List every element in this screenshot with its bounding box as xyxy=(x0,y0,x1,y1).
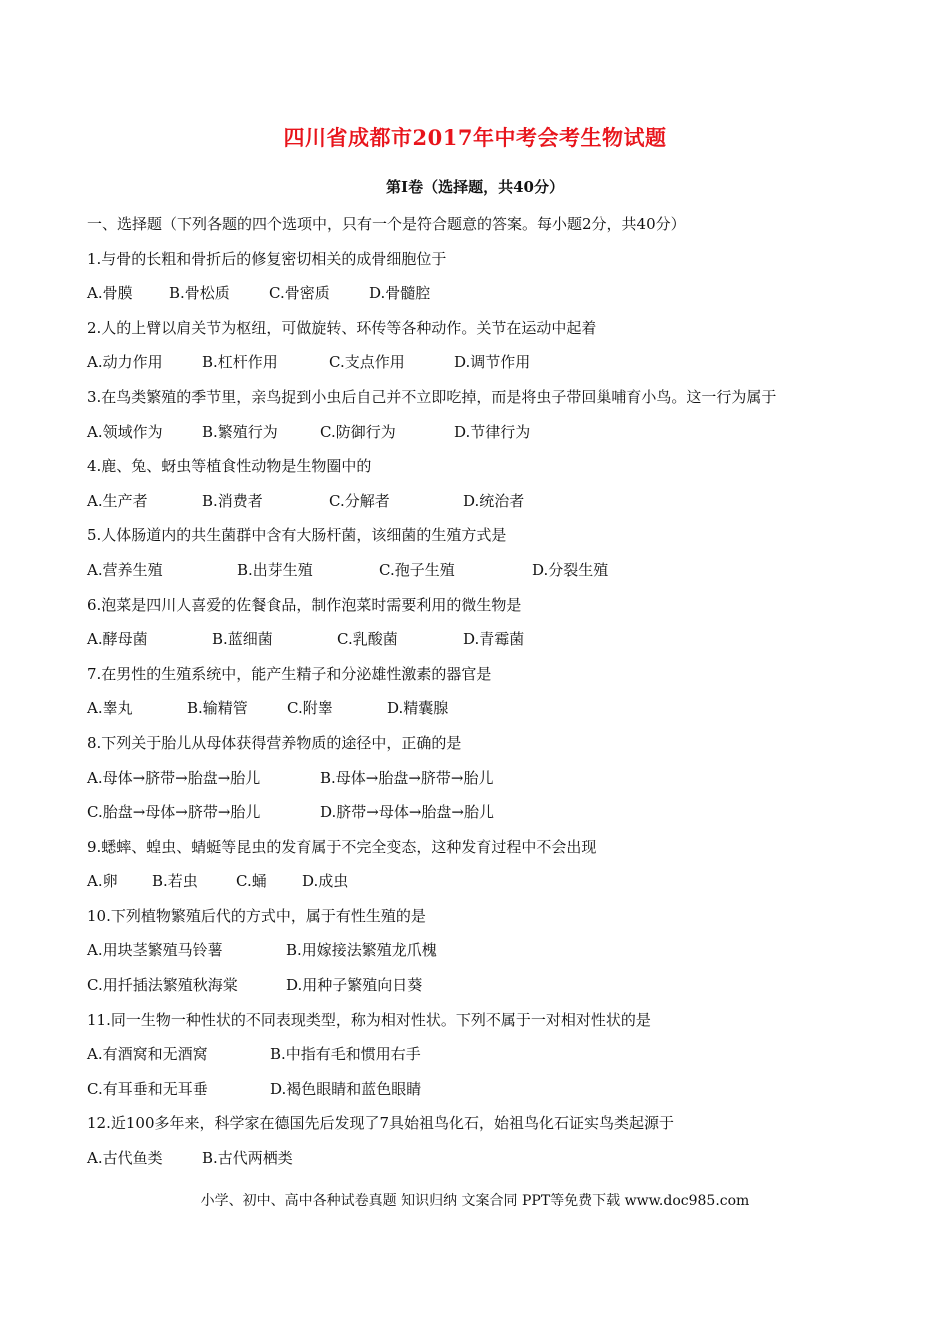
option: D.节律行为 xyxy=(454,422,531,441)
option: C.支点作用 xyxy=(329,353,405,372)
option: B.用嫁接法繁殖龙爪槐 xyxy=(286,941,437,960)
question-stem: 3.在鸟类繁殖的季节里，亲鸟捉到小虫后自己并不立即吃掉，而是将虫子带回巢哺育小鸟。这一行为属于 xyxy=(87,387,777,406)
page-footer: 小学、初中、高中各种试卷真题 知识归纳 文案合同 PPT等免费下载 www.doc985.com xyxy=(200,1193,750,1209)
option-row xyxy=(87,622,887,657)
option-row xyxy=(87,1072,887,1107)
option: C.附睾 xyxy=(287,699,333,718)
option: A.营养生殖 xyxy=(87,560,163,579)
option: B.出芽生殖 xyxy=(237,560,313,579)
option: B.繁殖行为 xyxy=(202,422,278,441)
option: A.卵 xyxy=(87,872,118,891)
question-stem: 8.下列关于胎儿从母体获得营养物质的途径中，正确的是 xyxy=(87,733,462,752)
option: C.防御行为 xyxy=(320,422,396,441)
question-stem: 7.在男性的生殖系统中，能产生精子和分泌雄性激素的器官是 xyxy=(87,664,492,683)
option: B.母体→胎盘→脐带→胎儿 xyxy=(320,768,494,787)
option: B.输精管 xyxy=(187,699,248,718)
option: A.酵母菌 xyxy=(87,630,148,649)
option-row xyxy=(87,345,887,380)
option: D.骨髓腔 xyxy=(369,284,431,303)
option-row xyxy=(87,415,887,450)
option: C.分解者 xyxy=(329,491,390,510)
option: C.乳酸菌 xyxy=(337,630,398,649)
section-title: 第Ⅰ卷（选择题，共40分） xyxy=(386,178,564,196)
option: D.用种子繁殖向日葵 xyxy=(286,976,423,995)
option: D.精囊腺 xyxy=(387,699,449,718)
option: A.动力作用 xyxy=(87,353,163,372)
question-stem: 12.近100多年来，科学家在德国先后发现了7具始祖鸟化石，始祖鸟化石证实鸟类起源于 xyxy=(87,1114,675,1133)
question-stem: 1.与骨的长粗和骨折后的修复密切相关的成骨细胞位于 xyxy=(87,249,447,268)
option: D.褐色眼睛和蓝色眼睛 xyxy=(270,1079,422,1098)
option: A.用块茎繁殖马铃薯 xyxy=(87,941,223,960)
question-stem: 2.人的上臂以肩关节为枢纽，可做旋转、环传等各种动作。关节在运动中起着 xyxy=(87,318,597,337)
option: D.青霉菌 xyxy=(463,630,525,649)
option: A.生产者 xyxy=(87,491,148,510)
option: A.睾丸 xyxy=(87,699,133,718)
option-row xyxy=(87,276,887,311)
option: D.调节作用 xyxy=(454,353,531,372)
option-row xyxy=(87,1037,887,1072)
option-row xyxy=(87,1141,887,1176)
option: C.胎盘→母体→脐带→胎儿 xyxy=(87,803,261,822)
option: A.有酒窝和无酒窝 xyxy=(87,1045,208,1064)
page-title: 四川省成都市2017年中考会考生物试题 xyxy=(283,125,667,150)
option: B.消费者 xyxy=(202,491,263,510)
option: A.古代鱼类 xyxy=(87,1149,163,1168)
option: D.统治者 xyxy=(463,491,525,510)
option: B.古代两栖类 xyxy=(202,1149,293,1168)
option: A.领域作为 xyxy=(87,422,163,441)
option-row xyxy=(87,968,887,1003)
question-stem: 6.泡菜是四川人喜爱的佐餐食品，制作泡菜时需要利用的微生物是 xyxy=(87,595,522,614)
instructions: 一、选择题（下列各题的四个选项中，只有一个是符合题意的答案。每小题2分，共40分） xyxy=(87,215,686,233)
option: D.分裂生殖 xyxy=(532,560,609,579)
option: B.中指有毛和惯用右手 xyxy=(270,1045,421,1064)
option: C.用扦插法繁殖秋海棠 xyxy=(87,976,238,995)
option: C.骨密质 xyxy=(269,284,330,303)
option-row xyxy=(87,484,887,519)
option: B.蓝细菌 xyxy=(212,630,273,649)
option-row xyxy=(87,864,887,899)
question-stem: 11.同一生物一种性状的不同表现类型，称为相对性状。下列不属于一对相对性状的是 xyxy=(87,1010,651,1029)
option: D.脐带→母体→胎盘→胎儿 xyxy=(320,803,494,822)
option-row xyxy=(87,553,887,588)
question-stem: 4.鹿、兔、蚜虫等植食性动物是生物圈中的 xyxy=(87,457,372,476)
option-row xyxy=(87,691,887,726)
option: C.有耳垂和无耳垂 xyxy=(87,1079,208,1098)
option: B.杠杆作用 xyxy=(202,353,278,372)
option-row xyxy=(87,795,887,830)
option: A.母体→脐带→胎盘→胎儿 xyxy=(87,768,261,787)
option: C.孢子生殖 xyxy=(379,560,455,579)
question-stem: 10.下列植物繁殖后代的方式中，属于有性生殖的是 xyxy=(87,906,426,925)
question-stem: 5.人体肠道内的共生菌群中含有大肠杆菌，该细菌的生殖方式是 xyxy=(87,526,507,545)
option: B.若虫 xyxy=(152,872,198,891)
option: D.成虫 xyxy=(302,872,349,891)
option: A.骨膜 xyxy=(87,284,133,303)
question-list xyxy=(87,207,887,1176)
question-stem: 9.蟋蟀、蝗虫、蜻蜓等昆虫的发育属于不完全变态，这种发育过程中不会出现 xyxy=(87,837,597,856)
option-row xyxy=(87,761,887,796)
option: C.蛹 xyxy=(236,872,267,891)
option-row xyxy=(87,933,887,968)
option: B.骨松质 xyxy=(169,284,230,303)
